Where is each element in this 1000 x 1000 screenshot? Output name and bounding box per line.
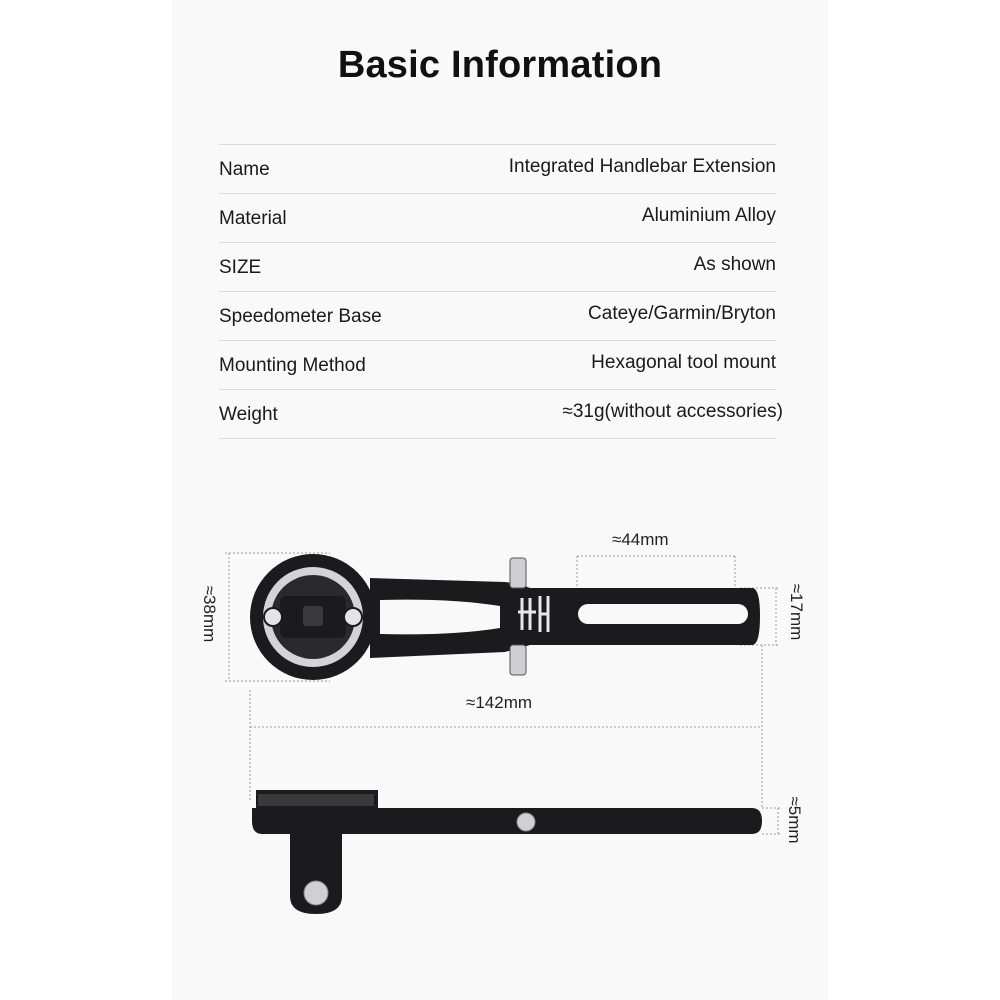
screw-left-icon (264, 608, 282, 626)
spec-label: Speedometer Base (219, 306, 382, 327)
dim-label-17: ≈17mm (787, 583, 806, 641)
page-title: Basic Information (337, 44, 663, 86)
spec-label: Weight (219, 404, 278, 425)
slot-cutout (578, 604, 748, 624)
spec-value: Aluminium Alloy (641, 205, 776, 226)
mount-side-view (252, 790, 762, 914)
spec-label: Mounting Method (219, 355, 366, 376)
spec-value: Cateye/Garmin/Bryton (588, 303, 776, 324)
dim-label-5: ≈5mm (785, 796, 804, 844)
spec-label: Material (219, 208, 287, 229)
mount-top-view (250, 554, 760, 680)
spec-value: Hexagonal tool mount (591, 352, 776, 373)
arm-cutout (380, 600, 500, 635)
bolt-top-icon (510, 558, 526, 588)
dim-label-38: ≈38mm (200, 585, 219, 643)
screw-right-icon (344, 608, 362, 626)
spec-label: SIZE (219, 257, 262, 278)
spec-value: As shown (693, 254, 776, 275)
brand-badge-icon (303, 606, 323, 626)
dim-label-44: ≈44mm (612, 530, 669, 549)
spec-value: ≈31g(without accessories) (562, 401, 783, 422)
clamp-bolt-icon (304, 881, 328, 905)
side-mount-top (258, 794, 374, 806)
bolt-bottom-icon (510, 645, 526, 675)
arm-bolt-icon (517, 813, 535, 831)
spec-label: Name (219, 159, 270, 180)
spec-value: Integrated Handlebar Extension (508, 156, 776, 177)
dim-label-142: ≈142mm (466, 693, 533, 712)
